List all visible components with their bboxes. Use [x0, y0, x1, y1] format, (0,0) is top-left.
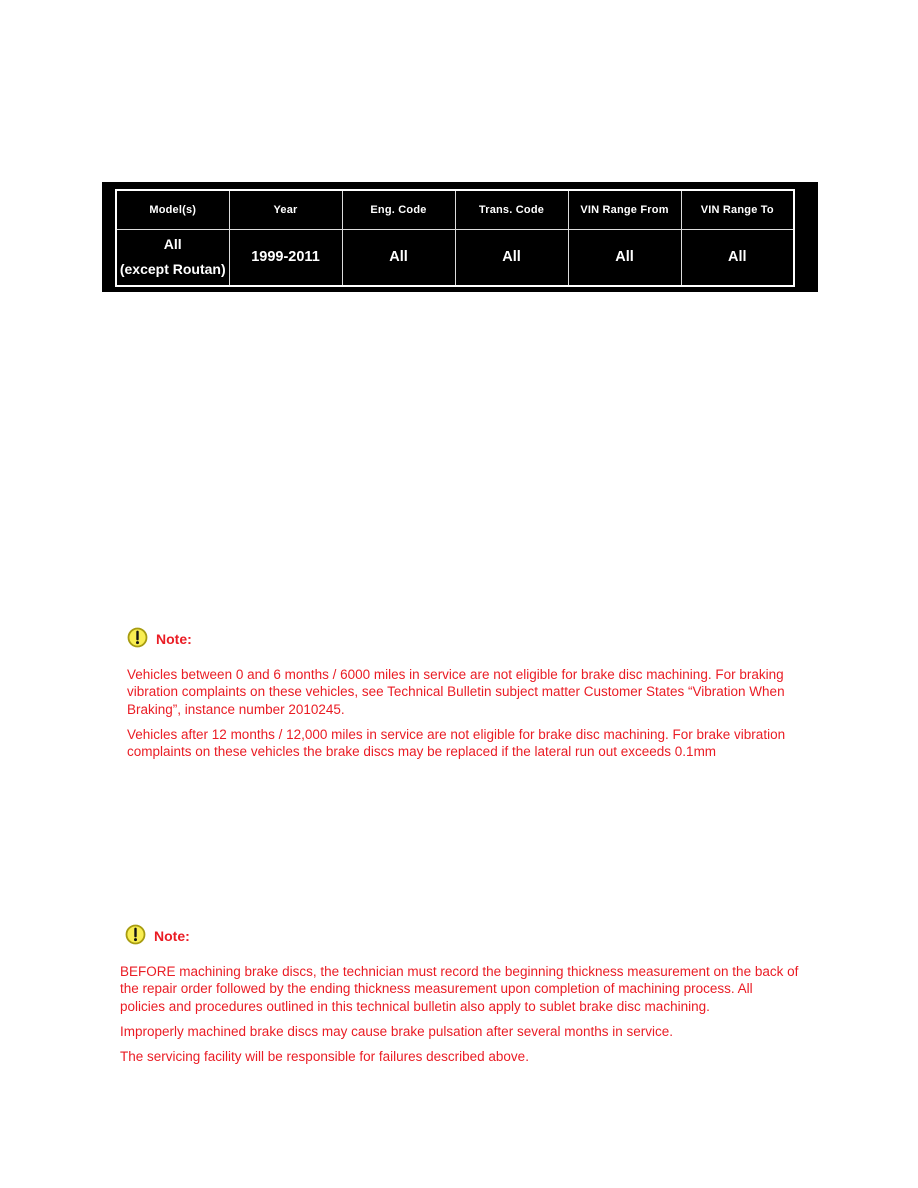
cell-vin-range-from: All	[568, 229, 681, 286]
table-header-row	[116, 190, 794, 229]
vehicle-table	[115, 189, 795, 287]
note-paragraph: The servicing facility will be responsible for failures described above.	[120, 1049, 529, 1065]
note-block-eligibility	[127, 627, 793, 768]
cell-models-line2: (except Routan)	[119, 261, 226, 278]
vehicle-applicability-table	[102, 182, 818, 292]
note-paragraph: Vehicles between 0 and 6 months / 6000 miles in service are not eligible for brake disc machining. For braking vibration complaints on these vehicles, see Technical Bulletin subject matter Customer States “Vibration When Braking”, instance number 2010245.	[127, 667, 785, 717]
col-header-vin-range-from: VIN Range From	[568, 190, 681, 229]
warning-exclamation-icon	[127, 627, 148, 648]
note-label: Note:	[156, 631, 192, 647]
cell-eng-code: All	[342, 229, 455, 286]
cell-trans-code: All	[455, 229, 568, 286]
cell-year: 1999-2011	[229, 229, 342, 286]
col-header-year: Year	[229, 190, 342, 229]
table-row	[116, 229, 794, 286]
warning-exclamation-icon	[125, 924, 146, 945]
col-header-eng-code: Eng. Code	[342, 190, 455, 229]
note-label: Note:	[154, 928, 190, 944]
cell-vin-range-to: All	[681, 229, 794, 286]
note-header	[127, 627, 793, 649]
col-header-trans-code: Trans. Code	[455, 190, 568, 229]
col-header-models: Model(s)	[116, 190, 229, 229]
note-block-machining-policy	[120, 924, 801, 1073]
col-header-vin-range-to: VIN Range To	[681, 190, 794, 229]
note-header	[120, 924, 801, 946]
note-paragraph: Vehicles after 12 months / 12,000 miles in service are not eligible for brake disc machining. For brake vibration complaints on these vehicles the brake discs may be replaced if the lateral run out exceeds 0.1mm	[127, 726, 786, 760]
note-paragraph: Improperly machined brake discs may cause brake pulsation after several months in service.	[120, 1023, 673, 1039]
cell-models-line1: All	[163, 236, 182, 253]
note-paragraph: BEFORE machining brake discs, the technician must record the beginning thickness measurement on the back of the repair order followed by the ending thickness measurement upon completion of machining process. All policies and procedures outlined in this technical bulletin also apply to sublet brake disc machining.	[120, 964, 799, 1014]
cell-models	[116, 229, 229, 286]
